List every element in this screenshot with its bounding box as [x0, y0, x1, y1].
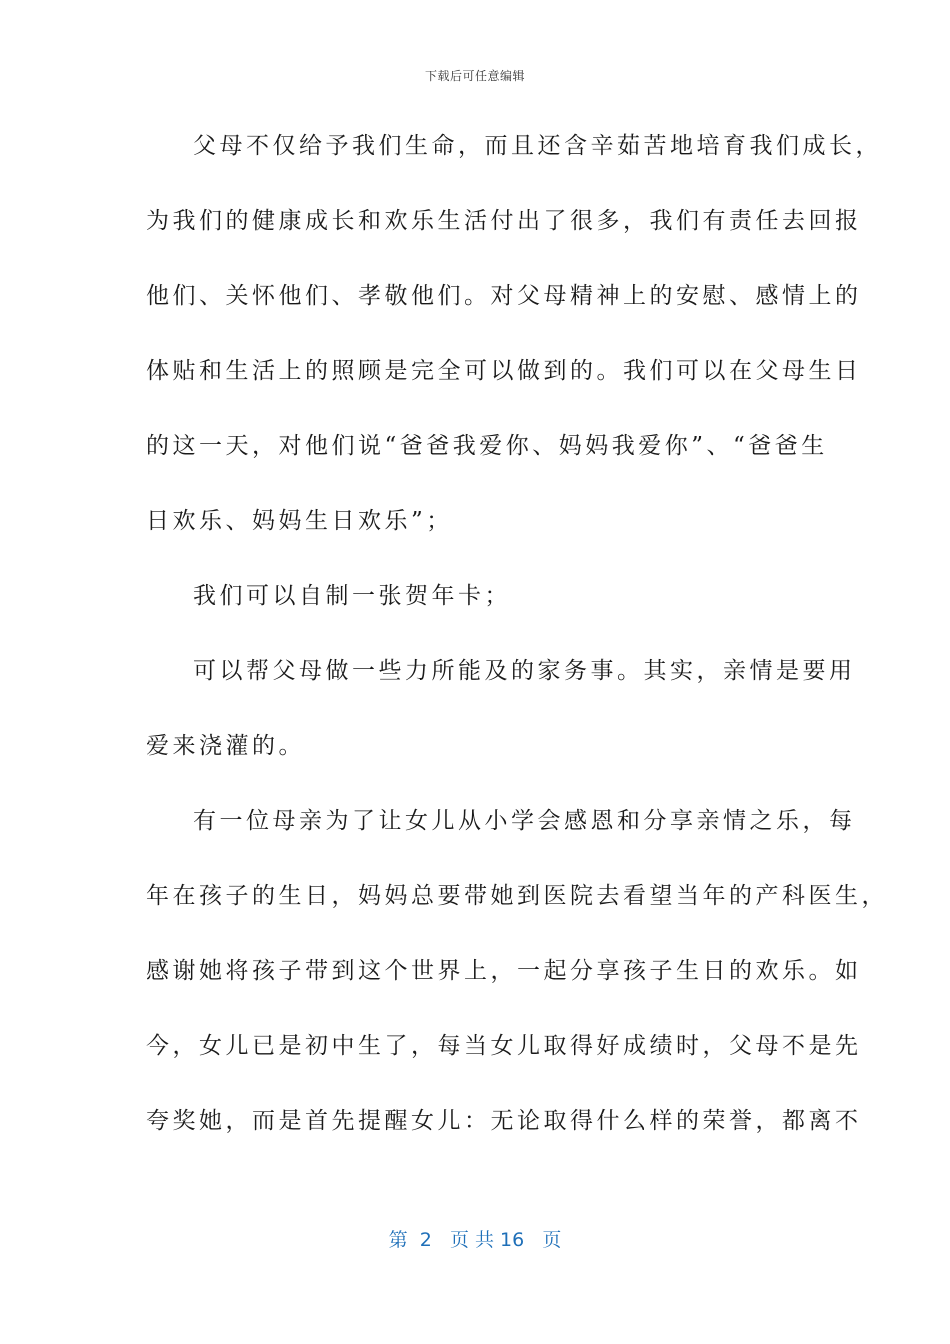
text-line: 感谢她将孩子带到这个世界上，一起分享孩子生日的欢乐。如	[146, 958, 862, 984]
text-line: 有一位母亲为了让女儿从小学会感恩和分享亲情之乐，每	[193, 808, 856, 834]
text-line: 年在孩子的生日，妈妈总要带她到医院去看望当年的产科医生，	[146, 883, 888, 909]
text-line: 爱来浇灌的。	[146, 733, 305, 759]
text-line: 他们、关怀他们、孝敬他们。对父母精神上的安慰、感情上的	[146, 283, 862, 309]
text-line: 体贴和生活上的照顾是完全可以做到的。我们可以在父母生日	[146, 358, 862, 384]
text-line: 今，女儿已是初中生了，每当女儿取得好成绩时，父母不是先	[146, 1033, 862, 1059]
page-header: 下载后可任意编辑	[424, 69, 525, 83]
text-line: 父母不仅给予我们生命，而且还含辛茹苦地培育我们成长，	[193, 133, 882, 159]
page-number-footer: 第 2 页 共 16 页	[388, 1229, 562, 1251]
text-line: 为我们的健康成长和欢乐生活付出了很多，我们有责任去回报	[146, 208, 862, 234]
text-line: 夸奖她，而是首先提醒女儿：无论取得什么样的荣誉，都离不	[146, 1108, 862, 1134]
text-line: 的这一天，对他们说“爸爸我爱你、妈妈我爱你”、“爸爸生	[146, 433, 828, 459]
text-line: 我们可以自制一张贺年卡；	[193, 583, 511, 609]
text-line: 可以帮父母做一些力所能及的家务事。其实，亲情是要用	[193, 658, 856, 684]
body-text	[146, 121, 888, 1171]
text-line: 日欢乐、妈妈生日欢乐”；	[146, 508, 453, 534]
